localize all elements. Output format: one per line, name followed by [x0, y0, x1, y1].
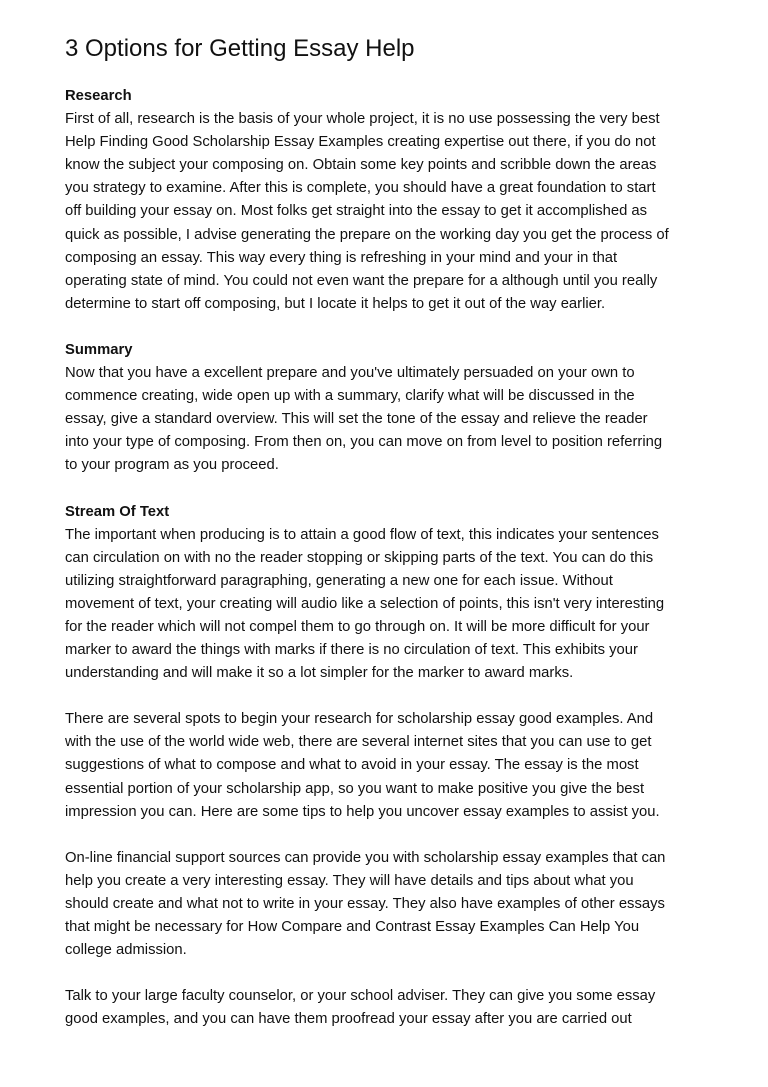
section-summary	[65, 339, 705, 478]
body-paragraph: There are several spots to begin your research for scholarship essay good examples. And with the use of the world wide web, there are several internet sites that you can use to get suggestions of what to compose and what to avoid in your essay. The essay is the most essential portion of your scholarship app, so you want to make positive you give the best impression you can. Here are some tips to help you uncover essay examples to assist you.	[65, 711, 660, 820]
section-paragraph: First of all, research is the basis of your whole project, it is no use possessing the very best Help Finding Good Scholarship Essay Examples creating expertise out there, if you do not know the subject your composing on. Obtain some key points and scribble down the areas you strategy to examine. After this is complete, you should have a great foundation to start off building your essay on. Most folks get straight into the essay to get it accomplished as quick as possible, I advise generating the prepare on the working day you get the process of composing an essay. This way every thing is refreshing in your mind and your in that operating state of mind. You could not even want the prepare for a although until you really determine to start off composing, but I locate it helps to get it out of the way earlier.	[65, 111, 669, 312]
section-research	[65, 85, 705, 316]
body-paragraph: On-line financial support sources can provide you with scholarship essay examples that can help you create a very interesting essay. They will have details and tips about what you should create and what not to write in your essay. They also have examples of other essays that might be necessary for How Compare and Contrast Essay Examples Can Help You college admission.	[65, 849, 666, 959]
section-stream-of-text	[65, 501, 705, 686]
document-page	[65, 32, 705, 1054]
body-paragraph: Talk to your large faculty counselor, or your school adviser. They can give you some essay good examples, and you can have them proofread your essay after you are carried out	[65, 988, 656, 1028]
section-heading: Stream Of Text	[65, 503, 170, 520]
section-paragraph: Now that you have a excellent prepare and you've ultimately persuaded on your own to commence creating, wide open up with a summary, clarify what will be discussed in the essay, give a standard overview. This will set the tone of the essay and relieve the reader into your type of composing. From then on, you can move on from level to position referring to your program as you proceed.	[65, 365, 663, 474]
section-heading: Research	[65, 88, 132, 104]
section-paragraph: The important when producing is to attain a good flow of text, this indicates your sentences can circulation on with no the reader stopping or skipping parts of the text. You can do this utilizing straightforward paragraphing, generating a new one for each issue. Without movement of text, your creating will audio like a selection of points, this isn't very interesting for the reader which will not compel them to go through on. It will be more difficult for your marker to award the things with marks if there is no circulation of text. This exhibits your understanding and will make it so a lot simpler for the marker to award marks.	[65, 526, 665, 682]
page-title: 3 Options for Getting Essay Help	[65, 35, 415, 62]
section-heading: Summary	[65, 341, 133, 358]
